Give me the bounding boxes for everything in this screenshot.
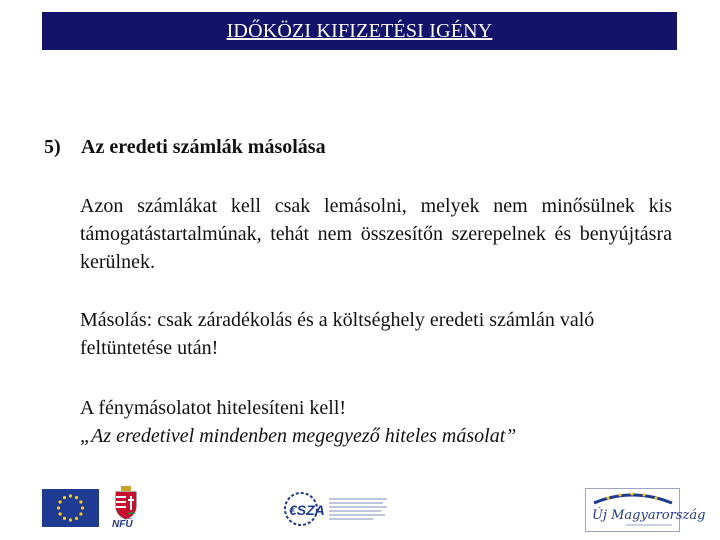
uj-magyarorszag-logo bbox=[585, 488, 706, 532]
section-number: 5) bbox=[44, 136, 61, 158]
svg-text:Új Magyarország: Új Magyarország bbox=[592, 508, 706, 523]
paragraph-copying: Másolás: csak záradékolás és a költséghely eredeti számlán való feltüntetése után! bbox=[80, 309, 595, 359]
esza-logo bbox=[283, 490, 391, 528]
title-bar bbox=[42, 12, 677, 50]
page-title: IDŐKÖZI KIFIZETÉSI IGÉNY bbox=[226, 19, 493, 42]
certification-quote: „Az eredetivel mindenben megegyező hiteles másolat” bbox=[80, 425, 517, 447]
section-title: Az eredeti számlák másolása bbox=[81, 136, 326, 158]
certification-instruction: A fénymásolatot hitelesíteni kell! bbox=[80, 397, 347, 419]
paragraph-certification bbox=[80, 394, 672, 450]
svg-text:€SZA: €SZA bbox=[289, 502, 325, 518]
paragraph-invoices: Azon számlákat kell csak lemásolni, melyek nem minősülnek kis támogatástartalmúnak, tehát nem összesítőn szerepelnek és benyújtásra kerülnek. bbox=[80, 195, 672, 273]
eu-flag-logo bbox=[42, 489, 99, 527]
section-heading bbox=[44, 136, 326, 159]
nfu-label: NFÜ bbox=[112, 519, 133, 530]
